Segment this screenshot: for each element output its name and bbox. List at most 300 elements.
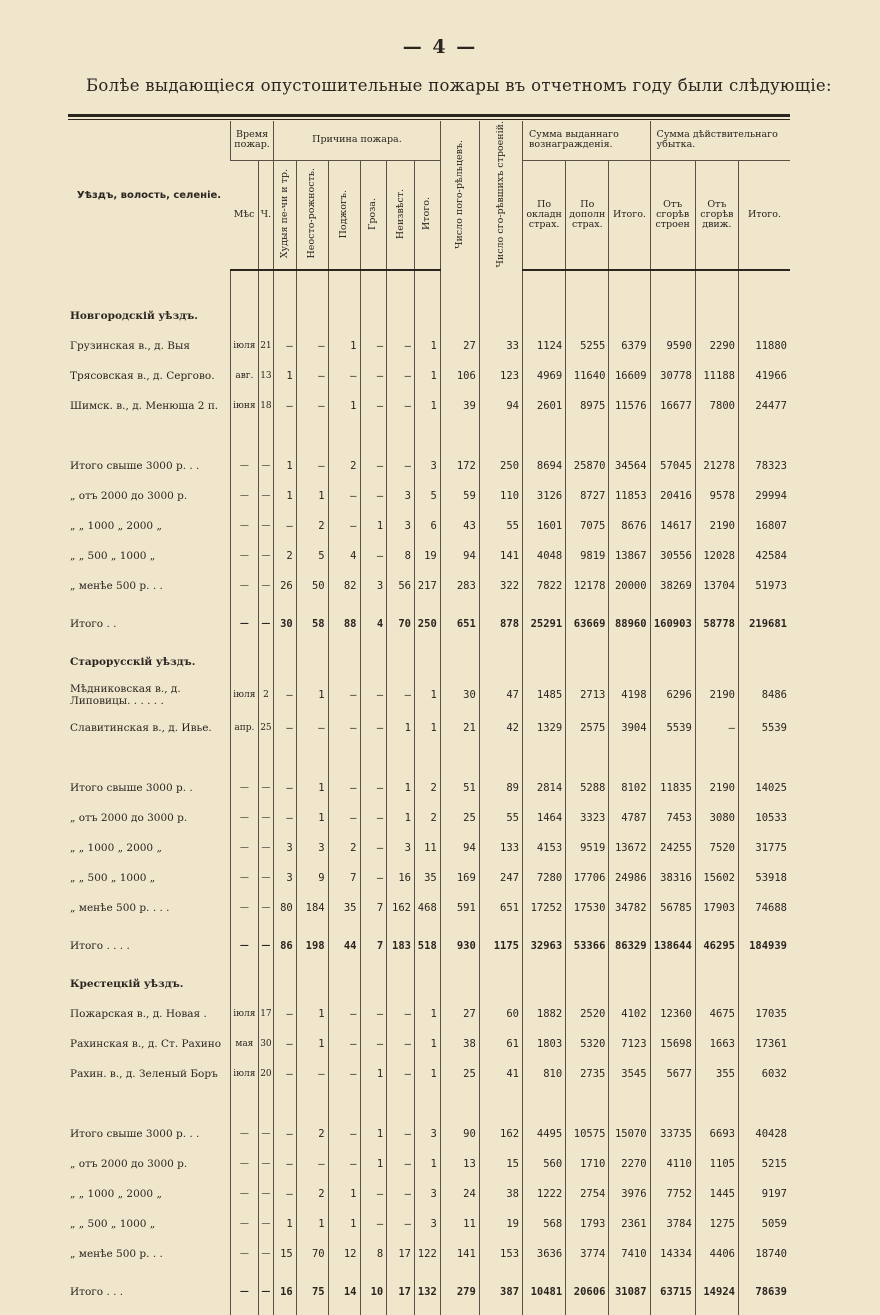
empty-cell bbox=[650, 743, 695, 773]
place-name: „ отъ 2000 до 3000 р. bbox=[70, 812, 188, 825]
loss-cell: 7453 bbox=[650, 803, 695, 833]
empty-cell bbox=[414, 647, 440, 677]
empty-cell bbox=[328, 743, 360, 773]
payout-cell: 86329 bbox=[609, 923, 650, 969]
loss-cell: 9197 bbox=[738, 1179, 790, 1209]
place-name: „ „ 1000 „ 2000 „ bbox=[70, 520, 162, 533]
payout-cell: 8102 bbox=[609, 773, 650, 803]
payout-cell: 9819 bbox=[566, 541, 609, 571]
buildings-cell: 33 bbox=[479, 331, 522, 361]
cause-cell: — bbox=[360, 713, 387, 743]
payout-cell: 4198 bbox=[609, 677, 650, 713]
empty-cell bbox=[650, 1089, 695, 1119]
cause-cell: 4 bbox=[328, 541, 360, 571]
empty-cell bbox=[274, 301, 297, 331]
month-cell: іюня bbox=[230, 391, 258, 421]
table-top-rule bbox=[68, 114, 790, 117]
empty-cell bbox=[566, 301, 609, 331]
cause-cell: 1 bbox=[414, 1029, 440, 1059]
payout-cell: 2814 bbox=[523, 773, 566, 803]
victims-cell: 283 bbox=[440, 571, 479, 601]
month-cell: — bbox=[230, 511, 258, 541]
loss-cell: 24477 bbox=[738, 391, 790, 421]
payout-cell: 17252 bbox=[523, 893, 566, 923]
payout-cell: 2735 bbox=[566, 1059, 609, 1089]
day-cell: — bbox=[258, 451, 273, 481]
month-cell: — bbox=[230, 833, 258, 863]
buildings-cell: 110 bbox=[479, 481, 522, 511]
empty-cell bbox=[566, 743, 609, 773]
loss-cell: 33735 bbox=[650, 1119, 695, 1149]
fire-row bbox=[68, 1029, 790, 1059]
cause-cell: 1 bbox=[274, 481, 297, 511]
buildings-cell: 41 bbox=[479, 1059, 522, 1089]
victims-cell: 38 bbox=[440, 1029, 479, 1059]
place-name: Трясовская в., д. Сергово. bbox=[70, 370, 215, 383]
cause-cell: 3 bbox=[414, 1179, 440, 1209]
place-name: „ „ 500 „ 1000 „ bbox=[70, 872, 156, 885]
cause-cell: — bbox=[387, 451, 415, 481]
loss-cell: 7752 bbox=[650, 1179, 695, 1209]
place-name: „ „ 500 „ 1000 „ bbox=[70, 1218, 156, 1231]
payout-cell: 3774 bbox=[566, 1239, 609, 1269]
cause-cell: — bbox=[360, 1029, 387, 1059]
payout-cell: 4102 bbox=[609, 999, 650, 1029]
day-cell: — bbox=[258, 571, 273, 601]
buildings-cell: 162 bbox=[479, 1119, 522, 1149]
cause-cell: — bbox=[296, 331, 328, 361]
district-header-row bbox=[68, 301, 790, 331]
empty-cell bbox=[440, 743, 479, 773]
cause-cell: — bbox=[360, 863, 387, 893]
empty-cell bbox=[738, 421, 790, 451]
payout-cell: 3976 bbox=[609, 1179, 650, 1209]
cause-cell: 30 bbox=[274, 601, 297, 647]
loss-cell: 355 bbox=[695, 1059, 738, 1089]
day-cell: — bbox=[258, 923, 273, 969]
payout-cell: 568 bbox=[523, 1209, 566, 1239]
payout-cell: 7280 bbox=[523, 863, 566, 893]
cause-cell: — bbox=[328, 713, 360, 743]
day-cell: — bbox=[258, 1149, 273, 1179]
cause-cell: 35 bbox=[414, 863, 440, 893]
buildings-cell: 55 bbox=[479, 511, 522, 541]
buildings-cell: 133 bbox=[479, 833, 522, 863]
place-name: Итого . . bbox=[70, 618, 117, 631]
cause-cell: 3 bbox=[274, 833, 297, 863]
empty-cell bbox=[258, 647, 273, 677]
cause-cell: — bbox=[387, 999, 415, 1029]
cause-cell: — bbox=[360, 391, 387, 421]
empty-cell bbox=[609, 647, 650, 677]
cause-cell: — bbox=[328, 511, 360, 541]
empty-cell bbox=[738, 301, 790, 331]
payout-cell: 3545 bbox=[609, 1059, 650, 1089]
month-cell: — bbox=[230, 803, 258, 833]
cause-cell: 80 bbox=[274, 893, 297, 923]
loss-cell: 2190 bbox=[695, 511, 738, 541]
cause-cell: — bbox=[274, 511, 297, 541]
loss-cell: 5059 bbox=[738, 1209, 790, 1239]
cause-cell: — bbox=[274, 1029, 297, 1059]
empty-cell bbox=[68, 421, 230, 451]
empty-cell bbox=[258, 1089, 273, 1119]
month-cell: апр. bbox=[230, 713, 258, 743]
cause-cell: 1 bbox=[328, 1179, 360, 1209]
empty-cell bbox=[479, 969, 522, 999]
payout-cell: 1793 bbox=[566, 1209, 609, 1239]
empty-cell bbox=[566, 1089, 609, 1119]
empty-cell bbox=[328, 301, 360, 331]
empty-cell bbox=[230, 301, 258, 331]
buildings-cell: 247 bbox=[479, 863, 522, 893]
empty-cell bbox=[695, 969, 738, 999]
cause-cell: — bbox=[387, 1149, 415, 1179]
cause-cell: — bbox=[360, 677, 387, 713]
victims-cell: 30 bbox=[440, 677, 479, 713]
month-cell: іюля bbox=[230, 999, 258, 1029]
place-name: „ менѣе 500 р. . . . bbox=[70, 902, 170, 915]
loss-cell: 5677 bbox=[650, 1059, 695, 1089]
total-row bbox=[68, 1269, 790, 1315]
buildings-cell: 47 bbox=[479, 677, 522, 713]
payout-cell: 2520 bbox=[566, 999, 609, 1029]
empty-cell bbox=[387, 270, 415, 301]
loss-cell: 1105 bbox=[695, 1149, 738, 1179]
loss-cell: 30556 bbox=[650, 541, 695, 571]
payout-cell: 25291 bbox=[523, 601, 566, 647]
loss-cell: 31775 bbox=[738, 833, 790, 863]
payout-cell: 9519 bbox=[566, 833, 609, 863]
cause-cell: — bbox=[360, 541, 387, 571]
empty-cell bbox=[440, 421, 479, 451]
month-cell: іюля bbox=[230, 331, 258, 361]
payout-cell: 1710 bbox=[566, 1149, 609, 1179]
buildings-cell: 123 bbox=[479, 361, 522, 391]
cause-cell: — bbox=[274, 1179, 297, 1209]
cause-cell: 250 bbox=[414, 601, 440, 647]
cause-cell: — bbox=[328, 1149, 360, 1179]
cause-cell: — bbox=[360, 773, 387, 803]
cause-cell: — bbox=[387, 391, 415, 421]
cause-cell: 1 bbox=[360, 1059, 387, 1089]
cause-cell: 8 bbox=[360, 1239, 387, 1269]
loss-cell: 24255 bbox=[650, 833, 695, 863]
loss-cell: 20416 bbox=[650, 481, 695, 511]
loss-cell: 5215 bbox=[738, 1149, 790, 1179]
month-cell: — bbox=[230, 863, 258, 893]
loss-cell: 12028 bbox=[695, 541, 738, 571]
cause-cell: 1 bbox=[328, 391, 360, 421]
buildings-cell: 38 bbox=[479, 1179, 522, 1209]
cause-cell: 3 bbox=[360, 571, 387, 601]
empty-cell bbox=[738, 270, 790, 301]
loss-cell: 13704 bbox=[695, 571, 738, 601]
header-cause-arson: Поджогъ. bbox=[328, 160, 360, 270]
cause-cell: — bbox=[328, 1119, 360, 1149]
empty-cell bbox=[479, 647, 522, 677]
cause-cell: 1 bbox=[414, 331, 440, 361]
empty-cell bbox=[296, 969, 328, 999]
fires-table bbox=[68, 121, 790, 1315]
payout-cell: 8975 bbox=[566, 391, 609, 421]
header-time: Время пожар. bbox=[230, 121, 273, 160]
cause-cell: 1 bbox=[274, 1209, 297, 1239]
month-cell: мая bbox=[230, 1029, 258, 1059]
cause-cell: 3 bbox=[387, 511, 415, 541]
empty-cell bbox=[440, 1089, 479, 1119]
cause-cell: — bbox=[328, 999, 360, 1029]
victims-cell: 27 bbox=[440, 331, 479, 361]
loss-cell: 5539 bbox=[738, 713, 790, 743]
header-payout: Сумма выданнаго вознагражденія. bbox=[523, 121, 651, 160]
day-cell: 25 bbox=[258, 713, 273, 743]
cause-cell: — bbox=[328, 481, 360, 511]
empty-cell bbox=[414, 969, 440, 999]
payout-cell: 8727 bbox=[566, 481, 609, 511]
payout-cell: 4495 bbox=[523, 1119, 566, 1149]
payout-cell: 5288 bbox=[566, 773, 609, 803]
empty-cell bbox=[274, 969, 297, 999]
victims-cell: 24 bbox=[440, 1179, 479, 1209]
buildings-cell: 153 bbox=[479, 1239, 522, 1269]
place-name: „ „ 500 „ 1000 „ bbox=[70, 550, 156, 563]
payout-cell: 7075 bbox=[566, 511, 609, 541]
victims-cell: 43 bbox=[440, 511, 479, 541]
cause-cell: 3 bbox=[274, 863, 297, 893]
cause-cell: 183 bbox=[387, 923, 415, 969]
place-name: Итого свыше 3000 р. . . bbox=[70, 1128, 200, 1141]
payout-cell: 17706 bbox=[566, 863, 609, 893]
month-cell: — bbox=[230, 1149, 258, 1179]
place-name: Славитинская в., д. Ивье. bbox=[70, 722, 212, 735]
cause-cell: — bbox=[387, 677, 415, 713]
payout-cell: 1464 bbox=[523, 803, 566, 833]
cause-cell: 1 bbox=[274, 361, 297, 391]
empty-cell bbox=[609, 1089, 650, 1119]
buildings-cell: 387 bbox=[479, 1269, 522, 1315]
cause-cell: 70 bbox=[387, 601, 415, 647]
payout-cell: 32963 bbox=[523, 923, 566, 969]
empty-cell bbox=[440, 969, 479, 999]
place-name: Рахинская в., д. Ст. Рахино bbox=[70, 1038, 222, 1051]
cause-cell: — bbox=[328, 1059, 360, 1089]
cause-cell: — bbox=[360, 803, 387, 833]
cause-cell: — bbox=[328, 677, 360, 713]
header-payout-total: Итого. bbox=[609, 160, 650, 270]
cause-cell: — bbox=[328, 361, 360, 391]
loss-cell: 78639 bbox=[738, 1269, 790, 1315]
empty-cell bbox=[609, 743, 650, 773]
cause-cell: 1 bbox=[328, 1209, 360, 1239]
cause-cell: 217 bbox=[414, 571, 440, 601]
cause-cell: — bbox=[296, 713, 328, 743]
day-cell: — bbox=[258, 1179, 273, 1209]
month-cell: — bbox=[230, 1119, 258, 1149]
cause-cell: 4 bbox=[360, 601, 387, 647]
cause-cell: 3 bbox=[414, 1119, 440, 1149]
empty-cell bbox=[360, 969, 387, 999]
day-cell: 13 bbox=[258, 361, 273, 391]
empty-cell bbox=[738, 743, 790, 773]
empty-cell bbox=[387, 743, 415, 773]
table-header bbox=[68, 121, 790, 270]
loss-cell: 6032 bbox=[738, 1059, 790, 1089]
spacer-row bbox=[68, 743, 790, 773]
buildings-cell: 42 bbox=[479, 713, 522, 743]
empty-cell bbox=[738, 1089, 790, 1119]
payout-cell: 8676 bbox=[609, 511, 650, 541]
loss-cell: 184939 bbox=[738, 923, 790, 969]
payout-cell: 25870 bbox=[566, 451, 609, 481]
cause-cell: 1 bbox=[360, 1119, 387, 1149]
cause-cell: 86 bbox=[274, 923, 297, 969]
buildings-cell: 61 bbox=[479, 1029, 522, 1059]
loss-cell: 12360 bbox=[650, 999, 695, 1029]
empty-cell bbox=[523, 421, 566, 451]
loss-cell: 7800 bbox=[695, 391, 738, 421]
loss-cell: 17903 bbox=[695, 893, 738, 923]
cause-cell: 82 bbox=[328, 571, 360, 601]
empty-cell bbox=[695, 743, 738, 773]
district-header-row bbox=[68, 647, 790, 677]
empty-cell bbox=[609, 969, 650, 999]
day-cell: — bbox=[258, 511, 273, 541]
buildings-cell: 55 bbox=[479, 803, 522, 833]
payout-cell: 4969 bbox=[523, 361, 566, 391]
cause-cell: 1 bbox=[360, 1149, 387, 1179]
payout-cell: 560 bbox=[523, 1149, 566, 1179]
cause-cell: — bbox=[274, 713, 297, 743]
buildings-cell: 89 bbox=[479, 773, 522, 803]
cause-cell: 3 bbox=[387, 481, 415, 511]
payout-cell: 10575 bbox=[566, 1119, 609, 1149]
victims-cell: 651 bbox=[440, 601, 479, 647]
loss-cell: 14617 bbox=[650, 511, 695, 541]
buildings-cell: 15 bbox=[479, 1149, 522, 1179]
empty-cell bbox=[296, 1089, 328, 1119]
loss-cell: 16677 bbox=[650, 391, 695, 421]
empty-cell bbox=[328, 1089, 360, 1119]
page-heading: Болѣе выдающіеся опустошительные пожары въ отчетномъ году были слѣдующіе: bbox=[86, 76, 832, 95]
subtotal-row bbox=[68, 863, 790, 893]
cause-cell: — bbox=[274, 1059, 297, 1089]
loss-cell: 58778 bbox=[695, 601, 738, 647]
cause-cell: — bbox=[360, 361, 387, 391]
month-cell: — bbox=[230, 571, 258, 601]
cause-cell: 1 bbox=[387, 803, 415, 833]
cause-cell: 19 bbox=[414, 541, 440, 571]
empty-cell bbox=[274, 270, 297, 301]
subtotal-row bbox=[68, 773, 790, 803]
empty-cell bbox=[440, 647, 479, 677]
header-loss-total: Итого. bbox=[738, 160, 790, 270]
header-payout-base: По окладн страх. bbox=[523, 160, 566, 270]
payout-cell: 12178 bbox=[566, 571, 609, 601]
empty-cell bbox=[440, 301, 479, 331]
loss-cell: 1275 bbox=[695, 1209, 738, 1239]
buildings-cell: 651 bbox=[479, 893, 522, 923]
empty-cell bbox=[414, 301, 440, 331]
empty-cell bbox=[296, 270, 328, 301]
victims-cell: 11 bbox=[440, 1209, 479, 1239]
empty-cell bbox=[650, 270, 695, 301]
day-cell: — bbox=[258, 803, 273, 833]
cause-cell: — bbox=[360, 451, 387, 481]
empty-cell bbox=[738, 969, 790, 999]
empty-cell bbox=[650, 647, 695, 677]
empty-cell bbox=[328, 969, 360, 999]
place-name: Итого свыше 3000 р. . bbox=[70, 782, 193, 795]
payout-cell: 31087 bbox=[609, 1269, 650, 1315]
district-header-row bbox=[68, 969, 790, 999]
cause-cell: 1 bbox=[414, 391, 440, 421]
loss-cell: 16807 bbox=[738, 511, 790, 541]
loss-cell: 17035 bbox=[738, 999, 790, 1029]
total-row bbox=[68, 601, 790, 647]
cause-cell: 6 bbox=[414, 511, 440, 541]
loss-cell: 18740 bbox=[738, 1239, 790, 1269]
month-cell: — bbox=[230, 1269, 258, 1315]
empty-cell bbox=[328, 270, 360, 301]
victims-cell: 94 bbox=[440, 833, 479, 863]
victims-cell: 13 bbox=[440, 1149, 479, 1179]
empty-cell bbox=[414, 270, 440, 301]
empty-cell bbox=[230, 743, 258, 773]
cause-cell: 1 bbox=[387, 713, 415, 743]
place-name: Итого . . . bbox=[70, 1286, 124, 1299]
cause-cell: 88 bbox=[328, 601, 360, 647]
payout-cell: 4787 bbox=[609, 803, 650, 833]
victims-cell: 27 bbox=[440, 999, 479, 1029]
cause-cell: 17 bbox=[387, 1269, 415, 1315]
cause-cell: — bbox=[387, 1059, 415, 1089]
header-cause-stoves: Худыя пе-чи и тр. bbox=[274, 160, 297, 270]
spacer-row bbox=[68, 1089, 790, 1119]
loss-cell: 41966 bbox=[738, 361, 790, 391]
cause-cell: 1 bbox=[414, 999, 440, 1029]
loss-cell: 9590 bbox=[650, 331, 695, 361]
loss-cell: 63715 bbox=[650, 1269, 695, 1315]
empty-cell bbox=[609, 301, 650, 331]
cause-cell: — bbox=[360, 481, 387, 511]
victims-cell: 141 bbox=[440, 1239, 479, 1269]
loss-cell: 160903 bbox=[650, 601, 695, 647]
buildings-cell: 141 bbox=[479, 541, 522, 571]
subtotal-row bbox=[68, 1179, 790, 1209]
loss-cell: 11188 bbox=[695, 361, 738, 391]
cause-cell: 75 bbox=[296, 1269, 328, 1315]
payout-cell: 11640 bbox=[566, 361, 609, 391]
district-name: Старорусскій уѣздъ. bbox=[70, 656, 196, 669]
subtotal-row bbox=[68, 893, 790, 923]
payout-cell: 4048 bbox=[523, 541, 566, 571]
empty-cell bbox=[296, 647, 328, 677]
district-name: Крестецкій уѣздъ. bbox=[70, 978, 184, 991]
payout-cell: 34782 bbox=[609, 893, 650, 923]
month-cell: — bbox=[230, 923, 258, 969]
cause-cell: — bbox=[360, 999, 387, 1029]
cause-cell: 35 bbox=[328, 893, 360, 923]
empty-cell bbox=[414, 421, 440, 451]
spacer-row bbox=[68, 270, 790, 301]
empty-cell bbox=[230, 1089, 258, 1119]
loss-cell: 11835 bbox=[650, 773, 695, 803]
subtotal-row bbox=[68, 833, 790, 863]
empty-cell bbox=[328, 421, 360, 451]
cause-cell: 1 bbox=[414, 677, 440, 713]
empty-cell bbox=[387, 1089, 415, 1119]
